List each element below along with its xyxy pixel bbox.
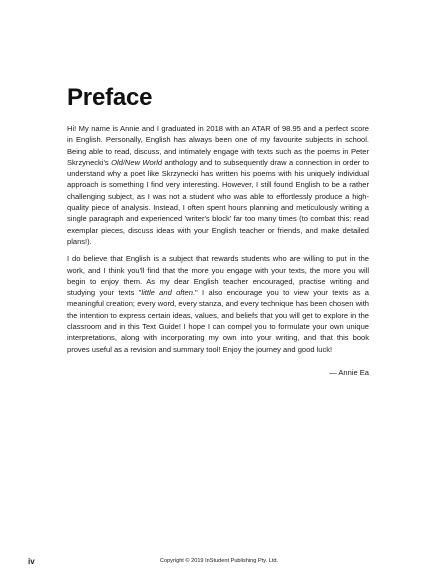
page-number: iv [28, 557, 35, 566]
paragraph-1-text-a: Hi! My name is Annie and I graduated in 2018 with an ATAR of 98.95 and a perfect score in English. Personally, English has always been one of my favourite subjects in school. Being able to read, discuss, and intimately engage with texts such as the poems in Peter Skrzynecki's [67, 124, 369, 167]
paragraph-1-italic: Old/New World [111, 157, 163, 167]
copyright-notice: Copyright © 2019 InStudent Publishing Pty. Ltd. [159, 558, 279, 564]
paragraph-1 [67, 123, 369, 247]
page-title: Preface [67, 84, 153, 111]
paragraph-2 [67, 253, 369, 355]
signature: — Annie Ea [329, 367, 369, 377]
paragraph-2-text-b: ." I also encourage you to view your texts as a meaningful creation; every word, every stanza, and every technique has been chosen with the intention to express certain ideas, values, and beliefs that you will get to explore in the classroom and in this Text Guide! I hope I can compel you to formulate your own unique interpretations, along with incorporating my own into your writing, and that this book proves useful as a revision and summary tool! Enjoy the journey and good luck! [67, 288, 369, 354]
paragraph-2-text-a: I do believe that English is a subject that rewards students who are willing to put in the work, and I think you'll find that the more you engage with your texts, the more you will begin to enjoy them. As my dear English teacher encouraged, practise writing and studying your texts " [67, 254, 369, 298]
paragraph-1-text-b: anthology and to subsequently draw a connection in order to understand why a poet like Skrzynecki has written his poems with his uniquely individual approach is something I find very interesting. However, I still found English to be a rather challenging subject, as I was not a student who was able to effortlessly produce a high-quality piece of analysis. Instead, I often spent hours planning and meticulously writing a single paragraph and experienced 'writer's block' far too many times (to combat this: read exemplar pieces, discuss ideas with your English teacher or friends, and make detailed plans!). [67, 157, 369, 246]
preface-body [67, 123, 369, 378]
paragraph-2-italic: little and often [141, 288, 193, 298]
